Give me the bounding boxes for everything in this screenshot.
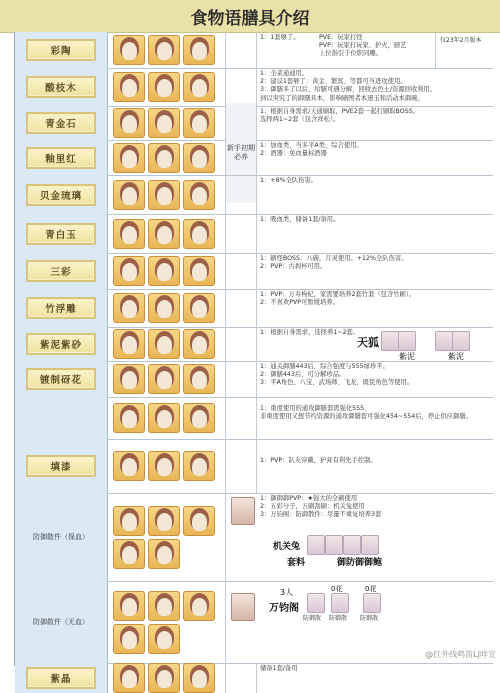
desc-cell <box>257 253 493 289</box>
tableware-card <box>148 35 180 65</box>
desc-line: 2：建议1套够了：黄金、繁冥、等都可当进攻使用。 <box>260 78 407 86</box>
card-group <box>108 253 226 289</box>
desc-cell <box>257 214 493 253</box>
character-portrait <box>331 593 349 613</box>
row-name-cell <box>15 361 108 397</box>
tableware-card <box>183 143 215 173</box>
tableware-card <box>183 364 215 394</box>
desc-line: PVP：玩家打玩家、护火，厨艺 <box>319 42 407 49</box>
character-portrait <box>231 497 255 525</box>
item-name-tag: 釉里红 <box>26 147 96 169</box>
table-row <box>15 663 493 693</box>
card-group <box>108 327 226 361</box>
table-row <box>15 327 493 362</box>
desc-line: 储备1套/备用 <box>260 665 298 672</box>
table-row <box>15 397 493 440</box>
label-tianhu: 天狐 <box>357 336 379 349</box>
item-name-tag: 酸枝木 <box>26 76 96 98</box>
desc-line: 1：重度使用的通攻御膳套需强化555， <box>260 405 371 412</box>
tableware-card <box>113 364 145 394</box>
item-name-tag: 青金石 <box>26 112 96 134</box>
tableware-card <box>183 506 215 536</box>
watermark: @红外线鸣笛LJ咩宣 <box>425 650 496 659</box>
label-zini-1: 紫泥 <box>399 352 415 361</box>
desc-line: 1：PVP：队友穿戴，护膏有利先手控制。 <box>260 457 377 464</box>
card-group <box>108 493 226 581</box>
desc-line: 2：不喜欢PVP可暂缓培养。 <box>260 299 339 307</box>
table-row <box>15 140 493 176</box>
tableware-card <box>148 451 180 481</box>
label-taoliao: 套料 <box>287 558 306 568</box>
row-name-cell <box>15 581 108 663</box>
item-name-tag: 紫晶 <box>26 667 96 689</box>
tableware-card <box>148 108 180 138</box>
item-name-tag: 填漆 <box>26 455 96 477</box>
note-cell <box>226 174 257 214</box>
desc-cell <box>257 32 407 68</box>
character-portrait <box>361 535 379 555</box>
column-divider <box>435 32 436 68</box>
card-group <box>108 581 226 663</box>
tableware-card <box>183 591 215 621</box>
desc-cell <box>257 361 493 397</box>
row-name-cell <box>15 289 108 327</box>
item-name-label: 防御散件（保血） <box>33 533 89 541</box>
tableware-card <box>113 329 145 359</box>
table-row <box>15 493 493 582</box>
desc-cell <box>257 68 493 106</box>
guide-table <box>14 32 493 685</box>
desc-line: 1：加血类，当多平A类，综合使用。 <box>260 142 363 149</box>
card-group <box>108 663 226 693</box>
desc-line: 非重度使用又想节约资源的通攻御膳套可强化454~554后，停止供应御膳。 <box>260 413 472 421</box>
table-row <box>15 439 493 494</box>
desc-line: 2：五彩兮子，五刷刮刷：机关兔使用 <box>260 503 365 511</box>
tableware-card <box>113 591 145 621</box>
desc-cell <box>257 289 493 327</box>
character-portrait <box>363 593 381 613</box>
label-wanjunge: 万钧阁 <box>269 603 299 614</box>
note-cell <box>226 439 257 493</box>
tableware-card <box>148 539 180 569</box>
desc-line: 1：刷怪BOSS：八碗，月灵使用。+12%全队伤害。 <box>260 255 408 262</box>
desc-line: 2：酒器：免血量标酒器 <box>260 150 327 158</box>
tableware-card <box>183 256 215 286</box>
label-fangyusan-2: 防御散 <box>329 615 348 622</box>
tableware-card <box>148 364 180 394</box>
desc-line: PVE：玩家打怪 <box>319 34 363 41</box>
tableware-card <box>113 506 145 536</box>
row-name-cell <box>15 32 108 68</box>
desc-line: 3：万钧阁：防御散件：尽量不重复培养3套 <box>260 511 382 519</box>
tableware-card <box>183 663 215 693</box>
tableware-card <box>148 663 180 693</box>
desc-line: 1：根据自身需求，选择养1~2套。 <box>260 329 360 336</box>
row-name-cell <box>15 106 108 140</box>
desc-line: 2：PVP：古刹杯可用。 <box>260 263 327 271</box>
row-name-cell <box>15 68 108 106</box>
label-fangyusan-1: 防御散 <box>303 615 322 622</box>
table-row <box>15 289 493 328</box>
item-name-tag: 彩陶 <box>26 39 96 61</box>
table-row <box>15 68 493 107</box>
label-0hua-1: 0花 <box>331 585 343 593</box>
desc-line: 1：PVP：万寿枸杞，家需要培养2套竹套（包含竹刷）。 <box>260 291 416 298</box>
desc-line: 1：1套够了。 <box>260 34 300 41</box>
card-group <box>108 175 226 214</box>
character-portrait <box>231 593 255 621</box>
character-portrait <box>343 535 361 555</box>
desc-line: 3：御膳多了以后，给膳可遇分解、回收去色土/资源回收利用。 <box>260 86 437 94</box>
tableware-card <box>148 403 180 433</box>
tableware-card <box>113 451 145 481</box>
item-name-label: 防御散件（无血） <box>33 618 89 626</box>
label-0hua-2: 0花 <box>365 585 377 593</box>
desc-line: 3：平A角色、八宝、武场师、飞龙，既民角色等使用。 <box>260 379 414 387</box>
card-group <box>108 32 226 68</box>
tableware-card <box>113 256 145 286</box>
character-portrait <box>452 331 470 351</box>
tableware-card <box>183 108 215 138</box>
desc-line: 2：御膳443后，可分解珍品。 <box>260 371 346 379</box>
card-group <box>108 106 226 140</box>
tableware-card <box>113 219 145 249</box>
note-cell <box>226 397 257 439</box>
tableware-card <box>183 293 215 323</box>
table-row <box>15 581 493 664</box>
desc-line: 1：吸血类，储备1套/备用。 <box>260 216 340 223</box>
tableware-card <box>148 624 180 654</box>
card-group <box>108 68 226 106</box>
tableware-card <box>183 180 215 210</box>
tableware-card <box>148 219 180 249</box>
note-cell <box>226 253 257 289</box>
desc-cell <box>257 175 493 214</box>
card-group <box>108 140 226 175</box>
table-row <box>15 214 493 254</box>
tableware-card <box>113 663 145 693</box>
character-portrait <box>381 331 399 351</box>
desc-cell <box>257 439 493 493</box>
label-3ren: 3人 <box>280 588 294 597</box>
version-note: 仅23年2月版本 <box>440 37 482 44</box>
tableware-card <box>148 256 180 286</box>
tableware-card <box>148 72 180 102</box>
table-row <box>15 361 493 398</box>
desc-line: 上位指引于位职同雕。 <box>319 50 382 57</box>
note-cell <box>226 289 257 327</box>
tableware-card <box>183 403 215 433</box>
row-name-cell <box>15 439 108 493</box>
tableware-card <box>148 329 180 359</box>
item-name-tag: 镀制砑花 <box>26 368 96 390</box>
desc-line: 1：+8%全队伤害。 <box>260 177 318 184</box>
tableware-card <box>148 143 180 173</box>
note-cell <box>226 68 257 106</box>
table-row <box>15 32 493 69</box>
item-name-tag: 紫泥紫砂 <box>26 333 96 355</box>
note-cell <box>226 327 257 361</box>
tableware-card <box>113 403 145 433</box>
tableware-card <box>113 539 145 569</box>
item-name-tag: 竹浮雕 <box>26 297 96 319</box>
row-name-cell <box>15 214 108 253</box>
desc-line: 选择两1~2套（包含祥松）。 <box>260 116 340 124</box>
character-portrait <box>307 535 325 555</box>
page-title: 食物语膳具介绍 <box>0 0 500 33</box>
note-cell <box>226 214 257 253</box>
item-name-tag: 贝金琉璃 <box>26 184 96 206</box>
desc-line: 1：通关御膳443后，综合强度与555绿珍平。 <box>260 363 389 370</box>
tableware-card <box>113 624 145 654</box>
tableware-card <box>183 35 215 65</box>
row-name-cell <box>15 493 108 581</box>
character-portrait <box>435 331 453 351</box>
tableware-card <box>183 72 215 102</box>
tableware-card <box>148 293 180 323</box>
desc-cell <box>257 397 493 439</box>
card-group <box>108 361 226 397</box>
card-group <box>108 289 226 327</box>
tableware-card <box>113 180 145 210</box>
card-group <box>108 214 226 253</box>
row-name-cell <box>15 175 108 214</box>
desc-line: 1：根据自身需求/天通刷取，PVE2套一起打刷取BOSS。 <box>260 108 420 115</box>
row-name-cell <box>15 397 108 439</box>
label-yufangyuyubao: 御防御御鲍 <box>337 558 383 568</box>
tableware-card <box>113 72 145 102</box>
tableware-card <box>148 180 180 210</box>
desc-cell <box>257 140 493 175</box>
tableware-card <box>148 591 180 621</box>
desc-cell <box>257 663 493 693</box>
character-portrait <box>325 535 343 555</box>
card-group <box>108 397 226 439</box>
tableware-card <box>113 108 145 138</box>
table-row <box>15 175 493 215</box>
row-name-cell <box>15 253 108 289</box>
row-name-cell <box>15 327 108 361</box>
desc-cell <box>257 106 493 140</box>
item-name-tag: 三彩 <box>26 260 96 282</box>
desc-line: 1：御御御PVP：★强大的全刷使用 <box>260 495 358 502</box>
label-jiguantu: 机关兔 <box>273 542 301 552</box>
character-portrait <box>307 593 325 613</box>
label-fangyusan-3: 防御散 <box>360 615 379 622</box>
note-cell <box>226 361 257 397</box>
note-cell <box>226 32 257 68</box>
note-cell <box>226 663 257 693</box>
tableware-card <box>113 293 145 323</box>
label-zini-2: 紫泥 <box>448 352 464 361</box>
desc-line: 1：全菜通通用。 <box>260 70 309 77</box>
item-name-tag: 青白玉 <box>26 223 96 245</box>
row-name-cell <box>15 140 108 175</box>
table-row <box>15 253 493 290</box>
tableware-card <box>183 329 215 359</box>
desc-line: 到以突究了的御膳具本，影响刷图者本速玉和活动本御碗。 <box>260 94 424 102</box>
tableware-card <box>183 451 215 481</box>
character-portrait <box>398 331 416 351</box>
tableware-card <box>113 143 145 173</box>
tableware-card <box>113 35 145 65</box>
row-name-cell <box>15 663 108 693</box>
tableware-card <box>148 506 180 536</box>
note-text: 新手初期必养 <box>227 144 255 161</box>
card-group <box>108 439 226 493</box>
tableware-card <box>183 219 215 249</box>
